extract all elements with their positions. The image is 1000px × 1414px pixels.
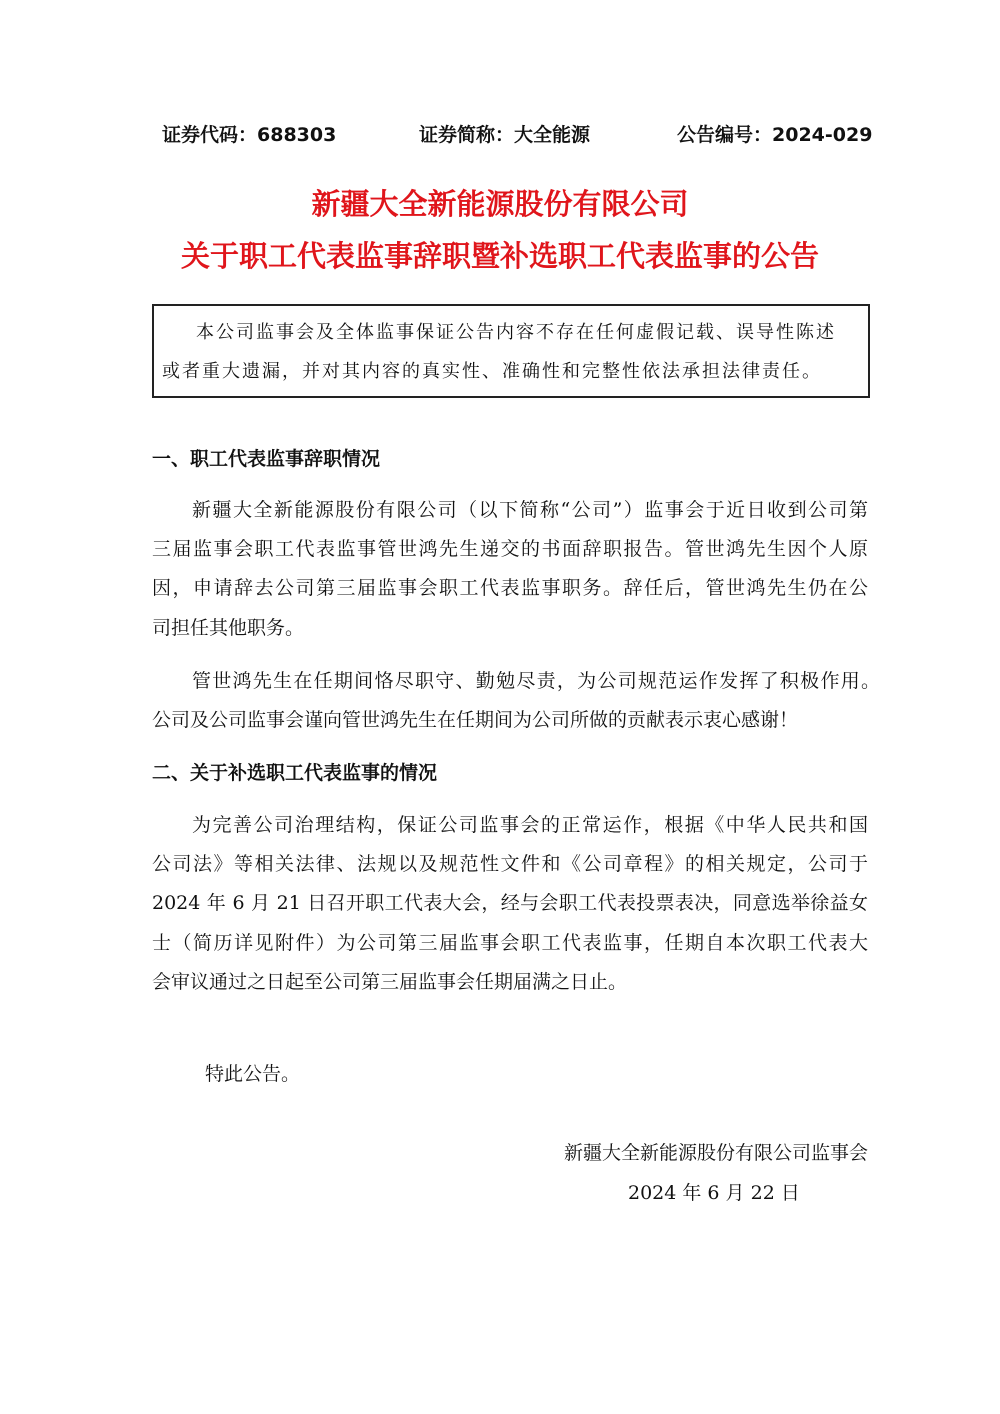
closing-text: 特此公告。	[205, 1063, 301, 1085]
stock-code: 证券代码：688303	[162, 124, 337, 146]
title-company: 新疆大全新能源股份有限公司	[311, 187, 689, 221]
paragraph-line: 司担任其他职务。	[152, 617, 305, 639]
paragraph-line: 2024 年 6 月 21 日召开职工代表大会，经与会职工代表投票表决，同意选举徐益女	[152, 892, 868, 914]
signature-date: 2024 年 6 月 22 日	[628, 1182, 800, 1204]
paragraph-line: 管世鸿先生在任期间恪尽职守、勤勉尽责，为公司规范运作发挥了积极作用。	[192, 670, 880, 692]
signature-org: 新疆大全新能源股份有限公司监事会	[563, 1142, 868, 1164]
paragraph-line: 公司法》等相关法律、法规以及规范性文件和《公司章程》的相关规定，公司于	[152, 853, 868, 875]
paragraph-line: 因，申请辞去公司第三届监事会职工代表监事职务。辞任后，管世鸿先生仍在公	[152, 577, 868, 599]
paragraph-line: 士（简历详见附件）为公司第三届监事会职工代表监事，任期自本次职工代表大	[152, 932, 868, 954]
paragraph-line: 公司及公司监事会谨向管世鸿先生在任期间为公司所做的贡献表示衷心感谢！	[152, 709, 799, 731]
stock-name: 证券简称：大全能源	[419, 124, 591, 146]
section2-heading: 二、关于补选职工代表监事的情况	[152, 762, 438, 784]
disclaimer-line: 或者重大遗漏，并对其内容的真实性、准确性和完整性依法承担法律责任。	[162, 361, 822, 382]
paragraph-line: 为完善公司治理结构，保证公司监事会的正常运作，根据《中华人民共和国	[192, 814, 868, 836]
disclaimer-line: 本公司监事会及全体监事保证公告内容不存在任何虚假记载、误导性陈述	[196, 322, 836, 343]
notice-number: 公告编号：2024-029	[677, 124, 873, 146]
paragraph-line: 会审议通过之日起至公司第三届监事会任期届满之日止。	[152, 971, 628, 993]
section1-heading: 一、职工代表监事辞职情况	[152, 448, 381, 470]
paragraph-line: 新疆大全新能源股份有限公司（以下简称“公司”）监事会于近日收到公司第	[192, 499, 868, 521]
paragraph-line: 三届监事会职工代表监事管世鸿先生递交的书面辞职报告。管世鸿先生因个人原	[152, 538, 868, 560]
title-subject: 关于职工代表监事辞职暨补选职工代表监事的公告	[180, 239, 819, 273]
